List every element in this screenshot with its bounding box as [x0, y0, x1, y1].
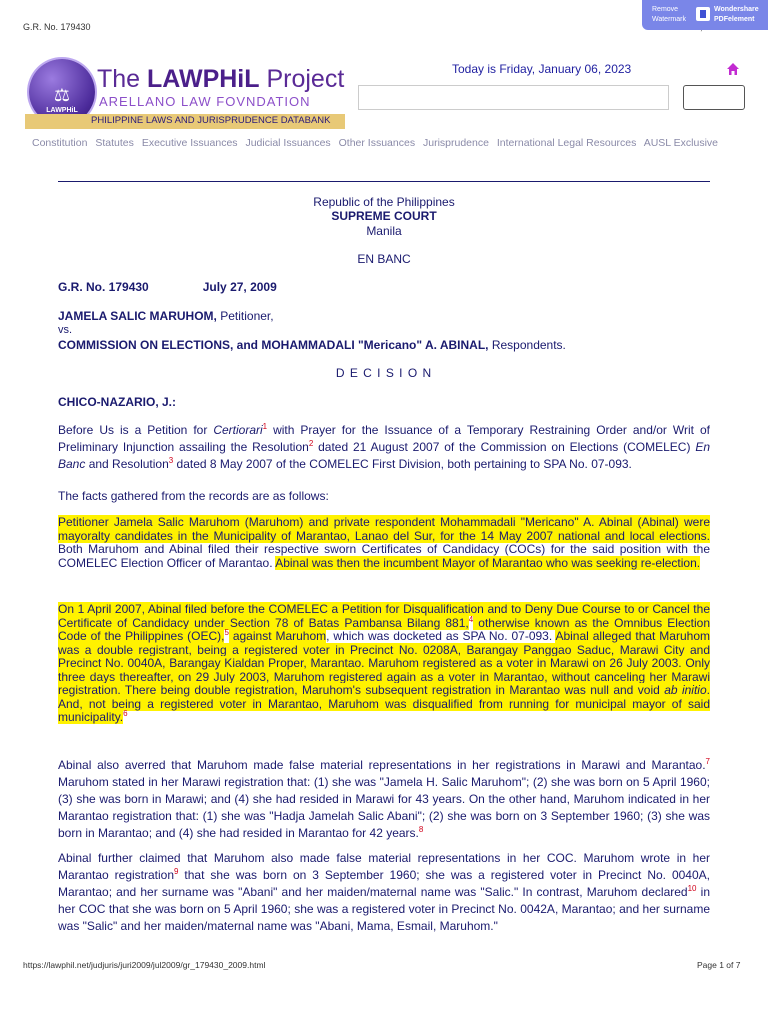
footnote-ref[interactable]: 8 [418, 825, 424, 834]
home-icon[interactable] [726, 62, 740, 76]
nav-statutes[interactable]: Statutes [95, 137, 134, 149]
paragraph-2: The facts gathered from the records are as follows: [58, 489, 329, 503]
footer-url: https://lawphil.net/judjuris/juri2009/jul2009/gr_179430_2009.html [23, 960, 266, 970]
site-logo[interactable] [25, 57, 345, 133]
divider [58, 181, 710, 182]
nav-constitution[interactable]: Constitution [32, 137, 88, 149]
site-tagline: PHILIPPINE LAWS AND JURISPRUDENCE DATABANK [91, 115, 331, 126]
nav-other-issuances[interactable]: Other Issuances [338, 137, 416, 149]
versus: vs. [58, 324, 73, 336]
search-button[interactable] [683, 85, 745, 110]
remove-watermark-badge[interactable] [642, 0, 768, 30]
footnote-ref[interactable]: 6 [123, 709, 128, 718]
paragraph-5: Abinal also averred that Maruhom made false material representations in her registrations in Marawi and Marantao.$^7$ Maruhom stated in her Marawi registration that: (1) she was "Jamela H. Salic Maruhom"; (2) she was born on 5 April 1960; (3) she was born in Marawi; and (4) she had resided in Marawi for 43 years. On the other hand, Maruhom indicated in her Marantao registration that: (1) she was "Hadja Jamelah Salic Abani"; (2) she was born on 3 September 1960; (3) she was born in Marantao; and (4) she had resided in Marantao for 42 years.$^8$ [58, 757, 710, 840]
today-date: Today is Friday, January 06, 2023 [452, 62, 632, 76]
page-number: Page 1 of 7 [697, 960, 741, 970]
seal-text: LAWPHiL [46, 107, 78, 114]
watermark-brand-1: Wondershare [714, 6, 759, 13]
respondent-line: COMMISSION ON ELECTIONS, and MOHAMMADALI "Mericano" A. ABINAL, Respondents. [58, 338, 566, 352]
footnote-ref[interactable]: 3 [168, 456, 174, 465]
petitioner-line: JAMELA SALIC MARUHOM, Petitioner, [58, 309, 274, 323]
footnote-ref[interactable]: 2 [308, 439, 314, 448]
republic-line: Republic of the Philippines [313, 195, 455, 209]
footnote-ref[interactable]: 9 [174, 867, 179, 876]
court-name: SUPREME COURT [331, 209, 437, 223]
main-nav [32, 137, 723, 149]
footnote-ref[interactable]: 4 [468, 614, 474, 624]
site-title: The LAWPHiL Project [97, 65, 345, 93]
pdfelement-logo-icon [696, 7, 710, 21]
nav-ausl-exclusive[interactable]: AUSL Exclusive [643, 137, 719, 149]
site-subtitle: ARELLANO LAW FOVNDATION [99, 94, 311, 109]
nav-international-legal-resources[interactable]: International Legal Resources [496, 137, 637, 149]
watermark-label-2: Watermark [652, 16, 686, 23]
paragraph-3: Petitioner Jamela Salic Maruhom (Maruhom) and private respondent Mohammadali "Mericano" A. Abinal (Abinal) were mayoralty candidates in the Municipality of Marantao, Lanao del Sur, for the 14 May 2007 national and local elections. Both Maruhom and Abinal filed their respective sworn Certificates of Candidacy (COCs) for the said position with the COMELEC Election Officer of Marantao. Abinal was then the incumbent Mayor of Marantao who was seeking re-election. [58, 515, 710, 570]
gr-number: G.R. No. 179430 [58, 280, 149, 294]
nav-jurisprudence[interactable]: Jurisprudence [422, 137, 489, 149]
lawphil-seal-icon: ⚖ LAWPHiL [29, 59, 95, 125]
case-date: July 27, 2009 [202, 280, 277, 294]
watermark-label-1: Remove [652, 6, 679, 13]
case-number-line [58, 280, 710, 294]
footnote-ref[interactable]: 10 [687, 884, 697, 893]
search-input[interactable] [358, 85, 669, 110]
print-header-title: G.R. No. 179430 [23, 22, 91, 32]
paragraph-6: Abinal further claimed that Maruhom also made false material representations in her COC. Maruhom wrote in her Marantao registration$^9$ that she was born on 3 September 1960; she was a registered voter in Precinct No. 0040A, Marantao; and her surname was "Abani" and her maiden/maternal name was "Salic." In contrast, Maruhom declared$^{10}$ in her COC that she was born on 5 April 1960; she was a registered voter in Precinct No. 0042A, Marantao; and her surname was "Salic" and her maiden/maternal name was "Abani, Mama, Esmail, Maruhom." [58, 851, 710, 933]
paragraph-4: On 1 April 2007, Abinal filed before the COMELEC a Petition for Disqualification and to Deny Due Course to or Cancel the Certificate of Candidacy under Section 78 of Batas Pambansa Bilang 881,$^4$ otherwise known as the Omnibus Election Code of the Philippines (OEC),$^5$ against Maruhom, which was docketed as SPA No. 07-093. Abinal alleged that Maruhom was a double registrant, being a registered voter in Precinct No. 0208A, Barangay Panggao Saduc, Marawi City and Precinct No. 0040A, Barangay Kialdan Proper, Marantao. Maruhom registered as a voter in Marawi on 26 July 2003. Only three days thereafter, on 29 July 2003, Maruhom registered again as a voter in Marantao, without canceling her Marawi registration. There being double registration, Maruhom's subsequent registration in Marantao was null and void ab initio. And, not being a registered voter in Marantao, Maruhom was disqualified from running for municipal mayor of said municipality.$^6$ [58, 602, 710, 724]
paragraph-1: Before Us is a Petition for Certiorari$^1$ with Prayer for the Issuance of a Temporary Restraining Order and/or Writ of Preliminary Injunction assailing the Resolution$^2$ dated 21 August 2007 of the Commission on Elections (COMELEC) En Banc and Resolution$^3$ dated 8 May 2007 of the COMELEC First Division, both pertaining to SPA No. 07-093. [58, 422, 710, 471]
court-city: Manila [366, 224, 402, 238]
footnote-ref[interactable]: 1 [262, 422, 268, 431]
respondent-name: COMMISSION ON ELECTIONS, and MOHAMMADALI "Mericano" A. ABINAL, [58, 338, 489, 352]
nav-judicial-issuances[interactable]: Judicial Issuances [245, 137, 331, 149]
ponente: CHICO-NAZARIO, J.: [58, 395, 176, 409]
watermark-brand-2: PDFelement [714, 16, 755, 23]
petitioner-name: JAMELA SALIC MARUHOM, [58, 309, 217, 323]
division: EN BANC [357, 252, 411, 266]
footnote-ref[interactable]: 5 [224, 628, 229, 637]
decision-heading: D E C I S I O N [335, 366, 433, 380]
footnote-ref[interactable]: 7 [705, 757, 710, 766]
nav-executive-issuances[interactable]: Executive Issuances [141, 137, 238, 149]
